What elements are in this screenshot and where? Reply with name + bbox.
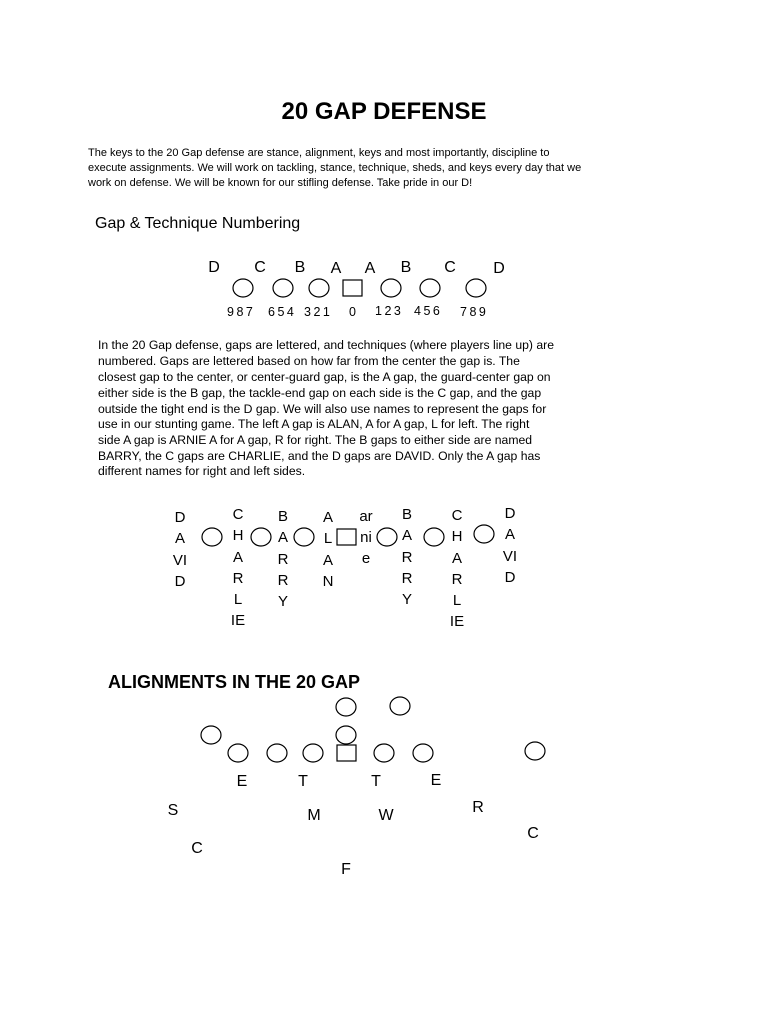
intro-line: execute assignments. We will work on tackling, stance, technique, sheds, and keys every day that we [88,162,582,174]
paragraph-line: numbered. Gaps are lettered based on how far from the center the gap is. The [98,354,520,368]
gap-name-char: R [277,571,289,589]
position-label-corner-right: C [527,825,539,842]
offensive-player-circle [381,279,401,297]
technique-number: 0 [349,305,359,319]
offensive-player-circle [201,726,221,744]
paragraph-line: outside the tight end is the D gap. We will also use names to represent the gaps for [98,402,547,416]
gap-name-char: Y [277,593,288,611]
offensive-player-circle [202,528,222,546]
center-square [337,529,356,545]
offensive-player-circle [228,744,248,762]
position-label-end: E [236,773,248,790]
paragraph-line: In the 20 Gap defense, gaps are lettered, and techniques (where players line up) are [98,338,554,352]
technique-number: 789 [460,305,489,319]
offensive-player-circle [294,528,314,546]
paragraph-line: use in our stunting game. The left A gap is ALAN, A for A gap, L for left. The right [98,417,530,431]
gap-numbering-heading: Gap & Technique Numbering [95,215,301,232]
gap-name-char: VI [502,547,518,565]
gap-name-char: ar [359,508,373,525]
gap-name-char: R [401,569,413,587]
gap-name-char: D [504,568,516,586]
intro-line: work on defense. We will be known for our stifling defense. Take pride in our D! [88,177,473,189]
gap-name-char: A [322,509,333,526]
offensive-player-circle [466,279,486,297]
paragraph-line: different names for right and left sides. [98,464,306,478]
offensive-player-circle [474,525,494,543]
gap-name-char: A [174,530,185,548]
offensive-player-circle [420,279,440,297]
offensive-player-circle [267,744,287,762]
gap-name-char: A [401,527,412,545]
gap-name-char: ni [360,529,372,546]
gap-name-char: IE [449,613,465,631]
gap-name-char: e [361,550,371,567]
alignments-heading: ALIGNMENTS IN THE 20 GAP [108,672,361,692]
gap-name-char: A [504,526,515,544]
gap-name-char: L [233,591,243,609]
position-label-tackle: T [298,773,308,790]
offensive-player-circle [309,279,329,297]
offensive-player-circle [424,528,444,546]
technique-number: 321 [304,305,333,319]
gap-name-char: Y [401,591,412,609]
position-label-mike: M [307,807,321,824]
gap-name-char: C [232,506,244,523]
position-label-end: E [430,772,442,789]
gap-name-char: B [401,506,412,523]
technique-number: 456 [414,304,443,318]
gap-name-char: A [322,551,333,569]
gap-name-char: D [174,572,186,590]
offensive-player-circle [377,528,397,546]
gap-name-char: D [174,509,186,526]
position-label-sam: S [167,802,179,819]
gap-name-char: R [451,570,463,588]
gap-letter: A [330,260,342,277]
gap-name-char: C [451,507,463,524]
technique-number: 123 [375,304,404,318]
paragraph-line: side A gap is ARNIE A for A gap, R for right. The B gaps to either side are named [98,433,533,447]
paragraph-line: closest gap to the center, or center-guard gap, is the A gap, the guard-center gap on [98,370,551,384]
position-label-free-safety: F [341,861,351,878]
offensive-player-circle [525,742,545,760]
center-square [337,745,356,761]
gap-name-char: B [277,508,288,525]
gap-name-char: A [451,549,462,567]
gap-name-char: A [232,548,243,566]
gap-name-char: R [401,548,413,566]
gap-letter: B [294,259,306,276]
offensive-player-circle [303,744,323,762]
gap-name-char: R [277,550,289,568]
gap-name-char: D [504,505,516,522]
gap-name-char: N [322,572,334,590]
intro-line: The keys to the 20 Gap defense are stance, alignment, keys and most importantly, discipline to [88,147,550,159]
gap-letter: D [493,260,505,277]
offensive-player-circle [233,279,253,297]
gap-name-char: R [232,569,244,587]
gap-name-char: H [232,527,244,545]
paragraph-line: either side is the B gap, the tackle-end gap on each side is the C gap, and the gap [98,386,542,400]
gap-letter: A [364,260,376,277]
gap-letter: C [254,259,266,276]
offensive-player-circle [374,744,394,762]
technique-number: 654 [268,305,297,319]
gap-name-char: VI [172,551,188,569]
position-label-corner-left: C [191,840,203,857]
offensive-player-circle [273,279,293,297]
position-label-rover: R [472,799,484,816]
gap-name-char: H [451,528,463,546]
offensive-back-circle [336,726,356,744]
gap-name-char: L [323,530,333,548]
offensive-player-circle [251,528,271,546]
page-title: 20 GAP DEFENSE [281,98,487,125]
gap-letter: C [444,259,456,276]
position-label-will: W [378,807,394,824]
center-square [343,280,362,296]
gap-name-char: IE [230,612,246,630]
gap-name-char: L [452,592,462,610]
gap-letter: B [400,259,412,276]
gap-letter: D [208,259,220,276]
technique-number: 987 [227,305,256,319]
offensive-back-circle [390,697,410,715]
offensive-player-circle [413,744,433,762]
offensive-back-circle [336,698,356,716]
position-label-tackle: T [371,773,381,790]
gap-name-char: A [277,529,288,547]
paragraph-line: BARRY, the C gaps are CHARLIE, and the D gaps are DAVID. Only the A gap has [98,449,541,463]
